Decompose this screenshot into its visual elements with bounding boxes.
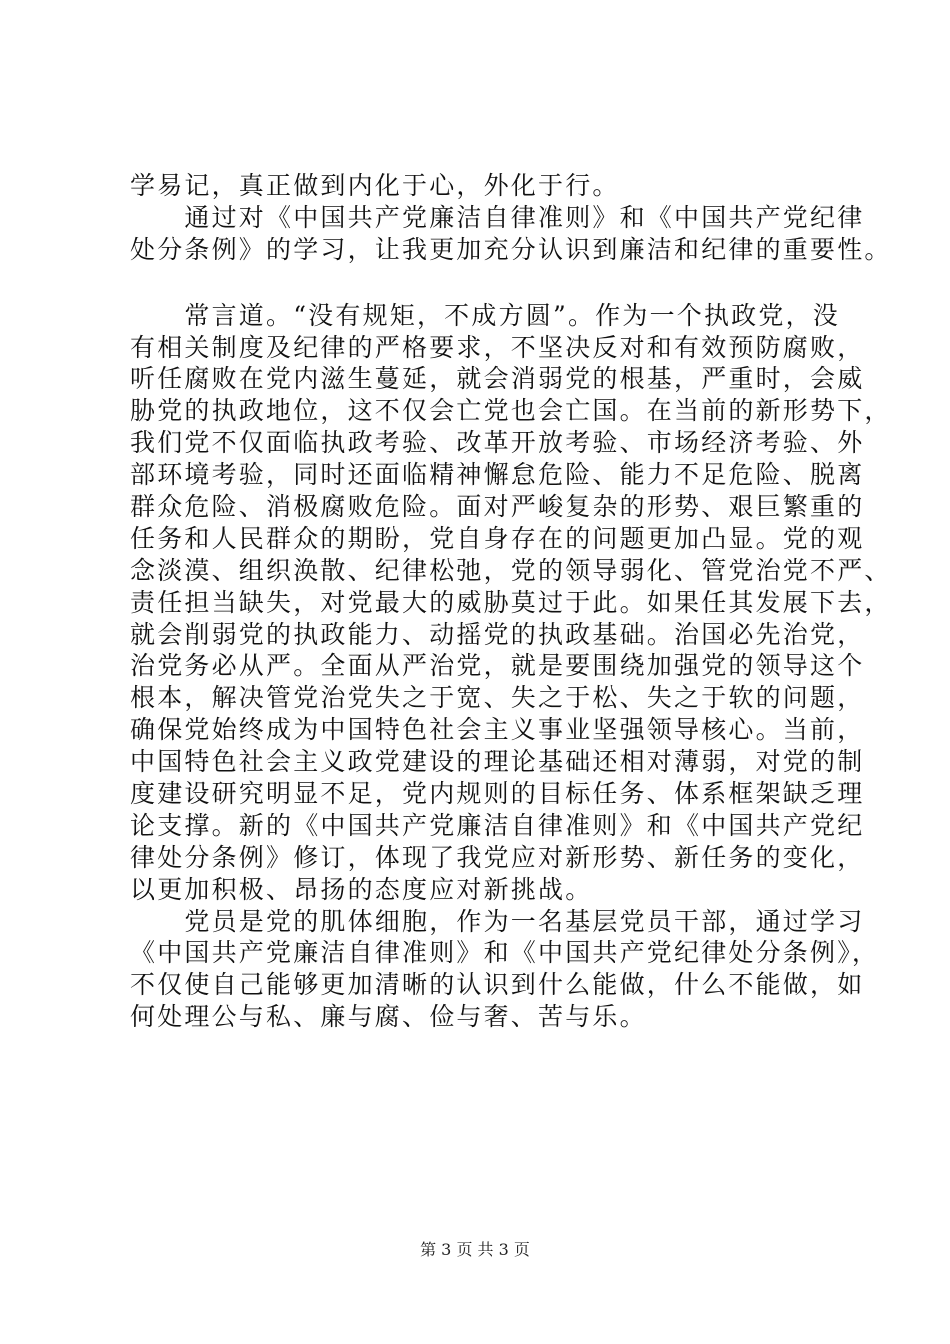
text-line: 责任担当缺失，对党最大的威胁莫过于此。如果任其发展下去， bbox=[130, 587, 892, 617]
page-footer bbox=[0, 1240, 950, 1260]
text-line: 度建设研究明显不足，党内规则的目标任务、体系框架缺乏理 bbox=[130, 779, 865, 809]
text-line: 党员是党的肌体细胞，作为一名基层党员干部，通过学习 bbox=[130, 906, 865, 936]
text-line: 处分条例》的学习，让我更加充分认识到廉洁和纪律的重要性。 bbox=[130, 234, 892, 264]
text-line: 确保党始终成为中国特色社会主义事业坚强领导核心。当前， bbox=[130, 715, 865, 745]
text-line: 任务和人民群众的期盼，党自身存在的问题更加凸显。党的观 bbox=[130, 523, 865, 553]
text-block-lower bbox=[130, 300, 892, 1033]
document-body bbox=[130, 170, 892, 1033]
text-line: 听任腐败在党内滋生蔓延，就会消弱党的根基，严重时，会威 bbox=[130, 364, 865, 394]
text-line: 《中国共产党廉洁自律准则》和《中国共产党纪律处分条例》， bbox=[130, 938, 880, 968]
text-line: 学易记，真正做到内化于心，外化于行。 bbox=[130, 171, 620, 200]
text-line: 根本，解决管党治党失之于宽、失之于松、失之于软的问题， bbox=[130, 683, 865, 713]
text-line: 律处分条例》修订，体现了我党应对新形势、新任务的变化， bbox=[130, 842, 865, 872]
text-line: 群众危险、消极腐败危险。面对严峻复杂的形势、艰巨繁重的 bbox=[130, 492, 865, 522]
text-line: 不仅使自己能够更加清晰的认识到什么能做，什么不能做，如 bbox=[130, 970, 865, 1000]
text-line: 胁党的执政地位，这不仅会亡党也会亡国。在当前的新形势下， bbox=[130, 396, 892, 426]
text-line: 常言道。“没有规矩，不成方圆”。作为一个执政党，没 bbox=[130, 300, 840, 330]
paragraph-gap bbox=[130, 266, 850, 300]
text-line: 就会削弱党的执政能力、动摇党的执政基础。治国必先治党， bbox=[130, 619, 865, 649]
text-line: 治党务必从严。全面从严治党，就是要围绕加强党的领导这个 bbox=[130, 651, 865, 681]
text-line: 有相关制度及纪律的严格要求，不坚决反对和有效预防腐败， bbox=[130, 332, 865, 362]
text-line: 论支撑。新的《中国共产党廉洁自律准则》和《中国共产党纪 bbox=[130, 810, 865, 840]
text-line: 以更加积极、昂扬的态度应对新挑战。 bbox=[130, 874, 593, 904]
text-line: 通过对《中国共产党廉洁自律准则》和《中国共产党纪律 bbox=[130, 202, 865, 232]
text-line: 念淡漠、组织涣散、纪律松弛，党的领导弱化、管党治党不严、 bbox=[130, 555, 892, 585]
text-block-upper bbox=[130, 170, 892, 266]
text-line: 何处理公与私、廉与腐、俭与奢、苦与乐。 bbox=[130, 1002, 647, 1032]
text-line: 我们党不仅面临执政考验、改革开放考验、市场经济考验、外 bbox=[130, 428, 865, 458]
text-line: 部环境考验，同时还面临精神懈怠危险、能力不足危险、脱离 bbox=[130, 460, 865, 490]
text-line: 中国特色社会主义政党建设的理论基础还相对薄弱，对党的制 bbox=[130, 747, 865, 777]
page-number-label: 第 3 页 共 3 页 bbox=[420, 1240, 530, 1259]
